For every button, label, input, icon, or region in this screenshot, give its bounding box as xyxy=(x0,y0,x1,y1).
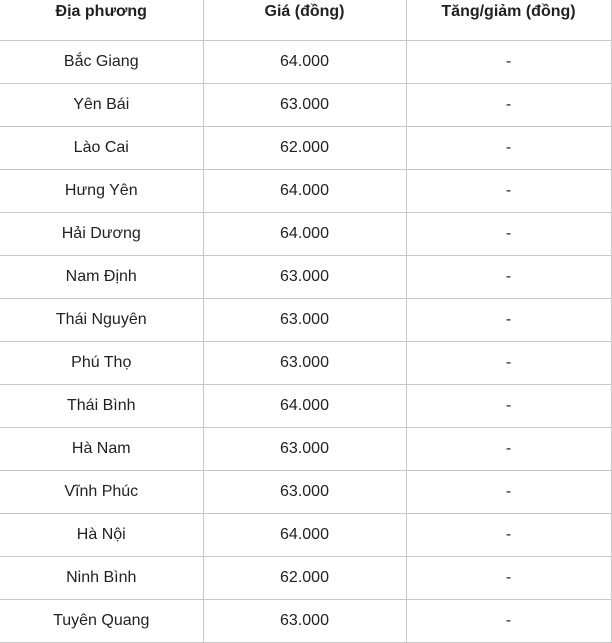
change-cell: - xyxy=(406,40,611,83)
change-cell: - xyxy=(406,298,611,341)
change-cell: - xyxy=(406,169,611,212)
location-cell: Hải Dương xyxy=(0,212,203,255)
table-body xyxy=(0,40,611,642)
price-cell: 64.000 xyxy=(203,384,406,427)
change-cell: - xyxy=(406,556,611,599)
change-cell: - xyxy=(406,427,611,470)
location-cell: Phú Thọ xyxy=(0,341,203,384)
location-cell: Tuyên Quang xyxy=(0,599,203,642)
price-cell: 64.000 xyxy=(203,169,406,212)
price-cell: 63.000 xyxy=(203,427,406,470)
header-row xyxy=(0,0,611,40)
price-cell: 63.000 xyxy=(203,298,406,341)
change-cell: - xyxy=(406,470,611,513)
price-cell: 63.000 xyxy=(203,341,406,384)
location-cell: Hà Nội xyxy=(0,513,203,556)
table-row xyxy=(0,126,611,169)
price-cell: 64.000 xyxy=(203,212,406,255)
location-cell: Hà Nam xyxy=(0,427,203,470)
table-row xyxy=(0,83,611,126)
change-cell: - xyxy=(406,212,611,255)
location-cell: Bắc Giang xyxy=(0,40,203,83)
location-cell: Yên Bái xyxy=(0,83,203,126)
table-row xyxy=(0,384,611,427)
change-cell: - xyxy=(406,384,611,427)
header-location: Địa phương xyxy=(0,0,203,40)
change-cell: - xyxy=(406,255,611,298)
location-cell: Hưng Yên xyxy=(0,169,203,212)
table-row xyxy=(0,427,611,470)
table-row xyxy=(0,341,611,384)
header-price: Giá (đồng) xyxy=(203,0,406,40)
location-cell: Thái Nguyên xyxy=(0,298,203,341)
header-change: Tăng/giảm (đồng) xyxy=(406,0,611,40)
change-cell: - xyxy=(406,599,611,642)
location-cell: Lào Cai xyxy=(0,126,203,169)
price-cell: 63.000 xyxy=(203,599,406,642)
table-row xyxy=(0,169,611,212)
price-cell: 64.000 xyxy=(203,513,406,556)
table-row xyxy=(0,470,611,513)
location-cell: Thái Bình xyxy=(0,384,203,427)
table-row xyxy=(0,298,611,341)
price-cell: 62.000 xyxy=(203,556,406,599)
table-row xyxy=(0,212,611,255)
location-cell: Vĩnh Phúc xyxy=(0,470,203,513)
table-row xyxy=(0,255,611,298)
table-row xyxy=(0,556,611,599)
table-row xyxy=(0,513,611,556)
table-row xyxy=(0,599,611,642)
price-cell: 63.000 xyxy=(203,470,406,513)
change-cell: - xyxy=(406,83,611,126)
change-cell: - xyxy=(406,513,611,556)
table-row xyxy=(0,40,611,83)
price-cell: 64.000 xyxy=(203,40,406,83)
price-cell: 63.000 xyxy=(203,83,406,126)
price-cell: 63.000 xyxy=(203,255,406,298)
location-cell: Ninh Bình xyxy=(0,556,203,599)
price-cell: 62.000 xyxy=(203,126,406,169)
location-cell: Nam Định xyxy=(0,255,203,298)
change-cell: - xyxy=(406,341,611,384)
change-cell: - xyxy=(406,126,611,169)
